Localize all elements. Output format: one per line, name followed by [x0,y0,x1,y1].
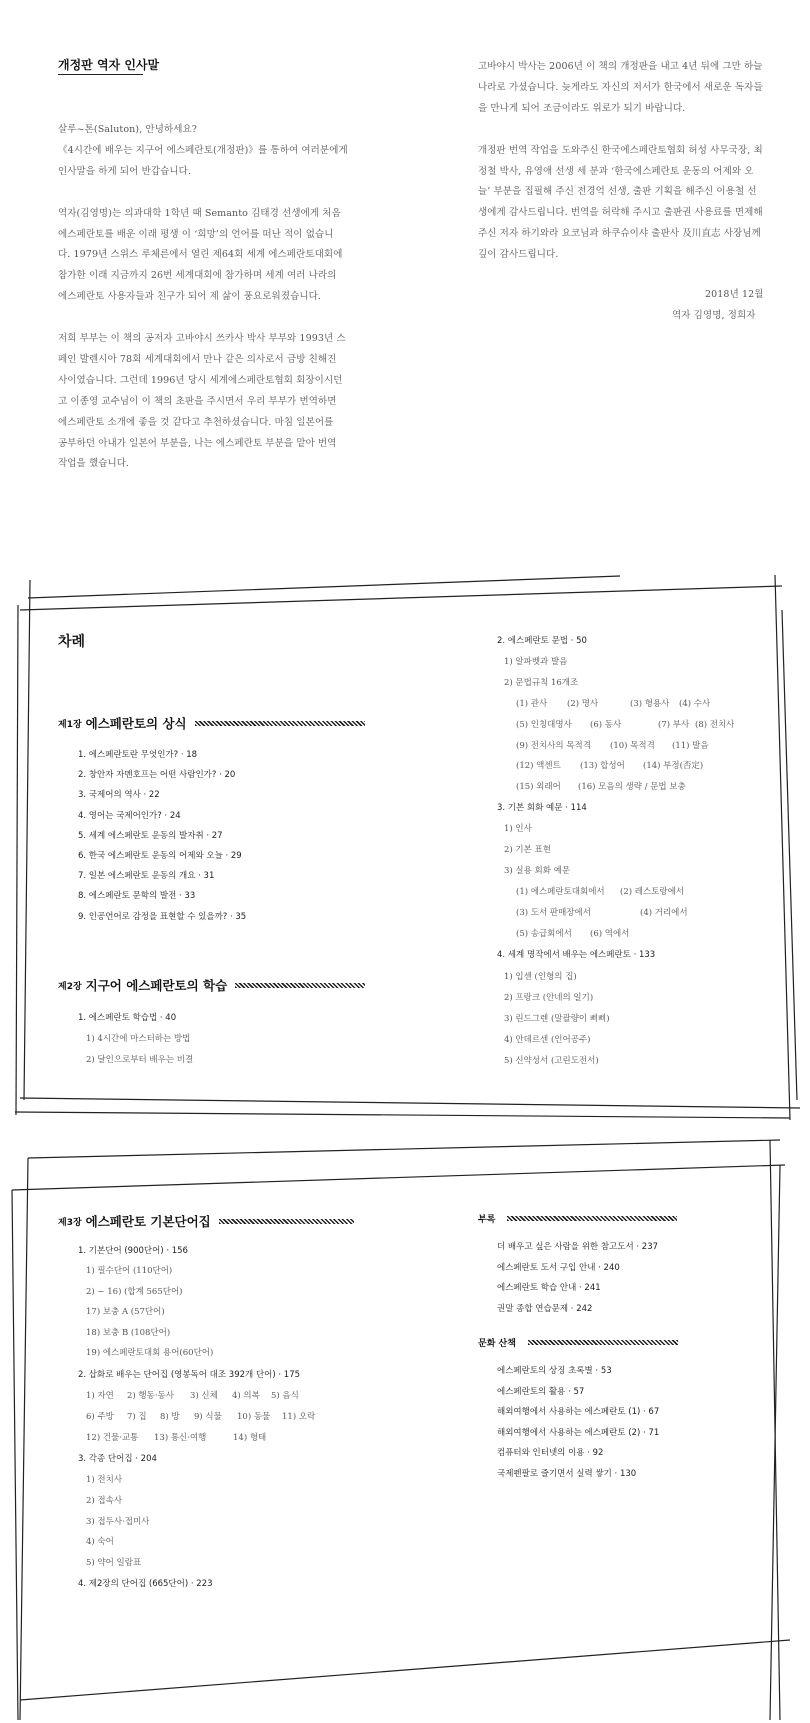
toc-section: 1. 기본단어 (900단어) · 156 [78,1246,188,1256]
toc-section: 7. 일본 에스페란토 운동의 개요 · 31 [78,871,215,882]
grammar-rule-item: (16) 모음의 생략 / 문법 보충 [578,782,686,793]
chapter3-num: 제3장 [58,1217,82,1228]
conversation-item: (3) 도서 판매장에서 [516,907,591,918]
preface-paragraph-line: 정철 박사, 유영애 선생 세 분과 ‘한국에스페란토 운동의 어제와 오 [478,165,754,177]
toc-subsection: 1) 4시간에 마스터하는 방법 [86,1034,191,1044]
toc-section: 5. 세계 에스페란토 운동의 발자취 · 27 [78,830,223,841]
toc-subsection: 5) 신약성서 (고린도전서) [504,1056,599,1066]
preface-date: 2018년 12월 [705,289,764,300]
toc-subsection: 2) 프랑크 (안네의 일기) [504,993,594,1003]
culture-walk-item: 에스페란토의 상징 초록별 · 53 [497,1366,612,1376]
toc-subsection: 5) 약어 일람표 [86,1558,142,1569]
preface-paragraph-line: 참가한 이래 지금까지 26번 세계대회에 참가하며 세계 여러 나라의 [58,270,337,282]
vocab-topic-item: 12) 건물·교통 [86,1432,139,1443]
preface-paragraph-line: 역자(김영명)는 의과대학 1학년 때 Semanto 김태경 선생에게 처음 [58,207,341,219]
chapter2-num: 제2장 [58,981,82,992]
chapter3-title: 에스페란토 기본단어집 [85,1214,211,1229]
toc-title: 차례 [58,634,86,650]
toc-subsection: 1) 인사 [504,824,532,834]
toc-section: 4. 제2장의 단어집 (665단어) · 223 [78,1579,213,1589]
chapter2-hatch-bar [235,983,365,988]
toc-subsection: 1) 전치사 [86,1475,123,1485]
preface-paragraph-line: 《4시간에 배우는 지구어 에스페란토(개정판)》를 통하여 여러분에게 [58,144,348,156]
culture-walk-title: 문화 산책 [478,1339,516,1349]
appendix-item: 더 배우고 싶은 사람을 위한 참고도서 · 237 [497,1242,659,1252]
toc-section: 1. 에스페란토란 무엇인가? · 18 [78,750,198,760]
toc-subsection: 3) 린드그렌 (말괄량이 삐삐) [504,1014,610,1024]
toc-subsection: 19) 에스페란토대회 용어(60단어) [86,1348,214,1359]
toc-subsection: 18) 보충 B (108단어) [86,1327,171,1338]
grammar-rule-item: (5) 인칭대명사 [516,719,572,730]
grammar-rule-item: (4) 수사 [679,699,711,709]
preface-paragraph-line: 개정판 번역 작업을 도와주신 한국에스페란토협회 허성 사무국장, 최 [478,144,763,156]
toc-subsection: 2) 기본 표현 [504,845,551,855]
vocab-topic-item: 13) 통신·여행 [154,1432,207,1443]
conversation-item: (4) 거리에서 [640,907,688,918]
preface-signature: 역자 김영명, 정희자 [672,310,756,321]
toc-subsection: 4) 숙어 [86,1537,114,1548]
chapter1-num: 제1장 [58,719,82,730]
title-underline [58,74,143,75]
grammar-rule-item: (2) 명사 [567,699,599,709]
preface-paragraph-line: 공부하던 아내가 일본어 부분을, 나는 에스페란토 부분을 맡아 번역 [58,437,337,449]
grammar-rule-item: (13) 합성어 [580,761,625,772]
culture-walk-item: 해외여행에서 사용하는 에스페란토 (1) · 67 [497,1407,660,1417]
culture-walk-heading [478,1336,678,1349]
toc-section: 2. 창안자 자멘호프는 어떤 사람인가? · 20 [78,770,236,781]
conversation-item: (6) 역에서 [590,928,630,939]
toc-subsection: 1) 입센 (인형의 집) [504,972,577,982]
preface-paragraph-line: 사이였습니다. 그런데 1996년 당시 세계에스페란토협회 회장이시던 [58,374,343,386]
toc-subsection: 1) 필수단어 (110단어) [86,1266,173,1276]
preface-paragraph-line: 깊이 감사드립니다. [478,249,559,261]
chapter3-hatch-bar [219,1219,354,1224]
grammar-rule-item: (11) 발음 [672,740,709,751]
preface-paragraph-line: 늘’ 부분을 집필해 주신 전경억 선생, 출판 기획을 해주신 이용철 선 [478,186,757,198]
preface-title: 개정판 역자 인사말 [58,58,160,72]
vocab-topic-item: 1) 자연 [86,1391,114,1401]
appendix-heading [478,1212,677,1225]
toc-subsection: 17) 보충 A (57단어) [86,1307,165,1318]
vocab-topic-item: 4) 의복 [232,1391,260,1401]
toc-subsection: 4) 안데르센 (인어공주) [504,1035,591,1045]
vocab-topic-item: 2) 행동·동사 [127,1391,174,1401]
culture-walk-hatch-bar [528,1340,678,1345]
toc-section: 1. 에스페란토 학습법 · 40 [78,1013,177,1023]
appendix-item: 에스페란토 도서 구입 안내 · 240 [497,1262,620,1273]
toc-section: 4. 영어는 국제어인가? · 24 [78,810,181,821]
toc-subsection: 3) 접두사·접미사 [86,1516,150,1527]
toc-section: 3. 각종 단어집 · 204 [78,1454,157,1464]
vocab-topic-item: 3) 신체 [190,1391,218,1401]
preface-paragraph-line: 에스페란토를 배운 이래 평생 이 ‘희망’의 언어를 떠난 적이 없습니 [58,228,334,240]
preface-paragraph-line: 주신 저자 하기와라 요코님과 하쿠슈이샤 출판사 及川直志 사장님께 [478,228,761,240]
grammar-rule-item: (1) 관사 [516,699,548,709]
culture-walk-item: 컴퓨터와 인터넷의 이용 · 92 [497,1448,604,1458]
toc-section: 4. 세계 명작에서 배우는 에스페란토 · 133 [497,950,656,960]
grammar-rule-item: (12) 액센트 [516,761,561,772]
preface-paragraph-line: 생에게 감사드립니다. 번역을 허락해 주시고 출판권 사용료를 면제해 [478,207,763,219]
preface-paragraph-line: 페인 발렌시아 78회 세계대회에서 만나 같은 의사로서 금방 친해진 [58,353,337,365]
grammar-rule-item: (8) 전치사 [695,719,735,730]
chapter1-title: 에스페란토의 상식 [85,716,187,731]
toc-section: 2. 삽화로 배우는 단어집 (영봉독어 대조 392개 단어) · 175 [78,1370,301,1380]
toc-section: 9. 인공언어로 감정을 표현할 수 있을까? · 35 [78,911,247,922]
appendix-hatch-bar [507,1216,677,1221]
conversation-item: (5) 송급회에서 [516,928,572,939]
conversation-item: (1) 에스페란토대회에서 [516,887,605,897]
appendix-title: 부록 [478,1215,496,1225]
preface-paragraph-line: 에스페란토 소개에 좋을 것 같다고 추천하셨습니다. 마침 일본어를 [58,416,334,428]
vocab-topic-item: 9) 식물 [194,1411,222,1422]
culture-walk-item: 에스페란토의 활용 · 57 [497,1386,585,1397]
preface-paragraph-line: 저희 부부는 이 책의 공저자 고바야시 쓰카사 박사 부부와 1993년 스 [58,333,346,344]
toc-section: 6. 한국 에스페란토 운동의 어제와 오늘 · 29 [78,851,242,861]
grammar-rule-item: (15) 외래어 [516,782,561,793]
toc-section: 3. 국제어의 역사 · 22 [78,790,160,801]
vocab-topic-item: 8) 방 [160,1411,180,1422]
toc-subsection: 1) 알파벳과 발음 [504,657,568,667]
chapter1-heading [58,714,365,732]
preface-paragraph-line: 나라로 가셨습니다. 늦게라도 자신의 저서가 한국에서 새로운 독자들 [478,81,763,93]
toc-section: 2. 에스페란토 문법 · 50 [497,636,587,646]
appendix-item: 에스페란토 학습 안내 · 241 [497,1283,601,1293]
grammar-rule-item: (14) 부정(否定) [643,761,704,772]
vocab-topic-item: 6) 주방 [86,1411,114,1422]
preface-paragraph-line: 고 이종영 교수님이 이 책의 초판을 주시면서 우리 부부가 번역하면 [58,395,337,407]
culture-walk-item: 해외여행에서 사용하는 에스페란토 (2) · 71 [497,1427,660,1438]
vocab-topic-item: 7) 집 [127,1411,147,1422]
culture-walk-item: 국제펜팔로 즐기면서 실력 쌓기 · 130 [497,1468,637,1479]
preface-paragraph-line: 작업을 했습니다. [58,458,130,470]
toc-section: 3. 기본 회화 예문 · 114 [497,803,587,813]
vocab-topic-item: 10) 동물 [237,1411,271,1422]
vocab-topic-item: 14) 형태 [233,1432,267,1443]
preface-paragraph-line: 살루~톤(Saluton), 안녕하세요? [58,124,198,135]
chapter1-hatch-bar [195,721,365,726]
grammar-rule-item: (7) 부사 [658,719,690,730]
toc-subsection: 2) 문법규칙 16개조 [504,678,579,688]
toc-subsection: 3) 실용 회화 예문 [504,866,571,876]
appendix-item: 권말 종합 연습문제 · 242 [497,1303,593,1314]
preface-paragraph-line: 인사말을 하게 되어 반갑습니다. [58,165,192,177]
preface-paragraph-line: 고바야시 박사는 2006년 이 책의 개정판을 내고 4년 뒤에 그만 하늘 [478,61,763,72]
grammar-rule-item: (3) 형용사 [630,699,670,709]
chapter3-heading [58,1212,354,1230]
toc-subsection: 2) ~ 16) (합계 565단어) [86,1286,183,1297]
chapter2-heading [58,976,365,994]
conversation-item: (2) 레스토랑에서 [620,887,685,897]
chapter2-title: 지구어 에스페란토의 학습 [85,978,228,993]
vocab-topic-item: 11) 오락 [282,1411,316,1422]
toc-section: 8. 에스페란토 문학의 발전 · 33 [78,891,196,902]
grammar-rule-item: (6) 동사 [590,719,622,730]
grammar-rule-item: (9) 전치사의 목적격 [516,740,591,751]
grammar-rule-item: (10) 목적격 [610,740,655,751]
preface-paragraph-line: 에스페란토 사용자들과 친구가 되어 제 삶이 풍요로워졌습니다. [58,291,322,303]
preface-paragraph-line: 다. 1979년 스위스 루체른에서 열린 제64회 세계 에스페란토대회에 [58,249,343,261]
toc-subsection: 2) 접속사 [86,1495,123,1506]
vocab-topic-item: 5) 음식 [271,1391,299,1401]
toc-subsection: 2) 달인으로부터 배우는 비결 [86,1055,194,1065]
preface-paragraph-line: 을 만나게 되어 조금이라도 위로가 되기 바랍니다. [478,102,686,114]
